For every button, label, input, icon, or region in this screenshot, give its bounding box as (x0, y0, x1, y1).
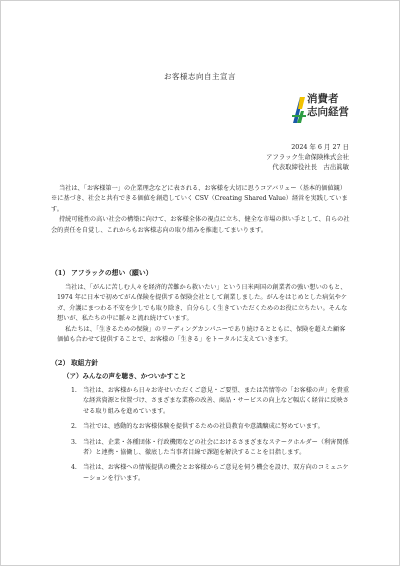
logo-text-line1: 消費者 (307, 93, 339, 105)
section-body (57, 283, 351, 345)
section-number: （1） (51, 269, 70, 277)
list-item (71, 463, 351, 484)
representative-name: 代表取締役社長 古出眞敏 (272, 163, 349, 171)
body-paragraph: 私たちは、「生きるための保険」のリーディングカンパニーであり続けるとともに、保険を超えた顧客価値も合わせて提供することで、お客様の「生きる」をトータルに支えていきます。 (57, 325, 346, 344)
list-item (71, 386, 351, 417)
company-name: アフラック生命保険株式会社 (266, 153, 349, 161)
list-item-text: 当社は、企業・各種団体・行政機関などの社会におけるさまざまなステークホルダー（利害関係者）と連携・協働し、徹底した当事者目線で課題を解決することを目指します。 (83, 438, 349, 457)
list-item-number: 4. (71, 464, 77, 472)
logo-mark-icon (291, 95, 307, 125)
section-title: アフラックの想い（願い） (71, 269, 153, 277)
list-item-number: 3. (71, 438, 77, 446)
policy-list (71, 386, 351, 489)
intro-text (51, 184, 351, 236)
section-heading (51, 267, 152, 277)
intro-paragraph: 当社は、「お客様第一」の企業理念などに表される、お客様を大切に思うコアバリュー（基本的価値観）※に基づき、社会と共有できる価値を創造していく CSV（Creating Shared Value）経営を実践しています。 (51, 185, 348, 213)
list-item-number: 1. (71, 387, 77, 394)
section-number: （2） (51, 359, 70, 367)
section-heading (51, 357, 98, 367)
list-item-text: 当社は、お客様への情報提供の機会とお客様からご意見を伺う機会を設け、双方向のコミュニケーションを行います。 (83, 464, 349, 482)
declaration-meta (266, 142, 349, 172)
list-item-number: 2. (71, 423, 77, 431)
list-item-text: 当社では、感動的なお客様体験を提供するための社員教育や意識醸成に努めています。 (83, 423, 324, 431)
consumer-oriented-management-logo (291, 93, 361, 127)
declaration-date: 2024 年 6 月 27 日 (291, 143, 349, 151)
page-title: お客様志向自主宣言 (164, 72, 236, 81)
sub-heading: （ア）みんなの声を聴き、かついかすこと (63, 372, 187, 380)
intro-paragraph: 持続可能性の高い社会の構築に向けて、お客様全体の視点に立ち、健全な市場の担い手として、自らの社会的責任を自覚し、これからもお客様志向の取り組みを推進してまいります。 (51, 216, 350, 234)
list-item-text: 当社は、お客様から日々お寄せいただくご意見・ご要望、または苦情等の「お客様の声」を貴重な経営資源と位置づけ、さまざまな業務の改善、商品・サービスの向上など幅広く経営に反映させる取り組みを進めています。 (83, 387, 350, 415)
logo-text-line2: 志向経営 (307, 106, 349, 118)
list-item (71, 422, 351, 432)
body-paragraph: 当社は、「がんに苦しむ人々を経済的苦難から救いたい」という日米両国の創業者の強い想いのもと、1974 年に日本で初めてがん保険を提供する保険会社として創業しました。がんをはじめとした病気やケガ、介護にまつわる不安を少しでも取り除き、自分らしく生きていただくためのお役に立ちたい。そんな想いが、私たちの中に脈々と流れ続けています。 (57, 284, 348, 323)
list-item (71, 438, 351, 459)
section-title: 取組方針 (71, 359, 99, 367)
